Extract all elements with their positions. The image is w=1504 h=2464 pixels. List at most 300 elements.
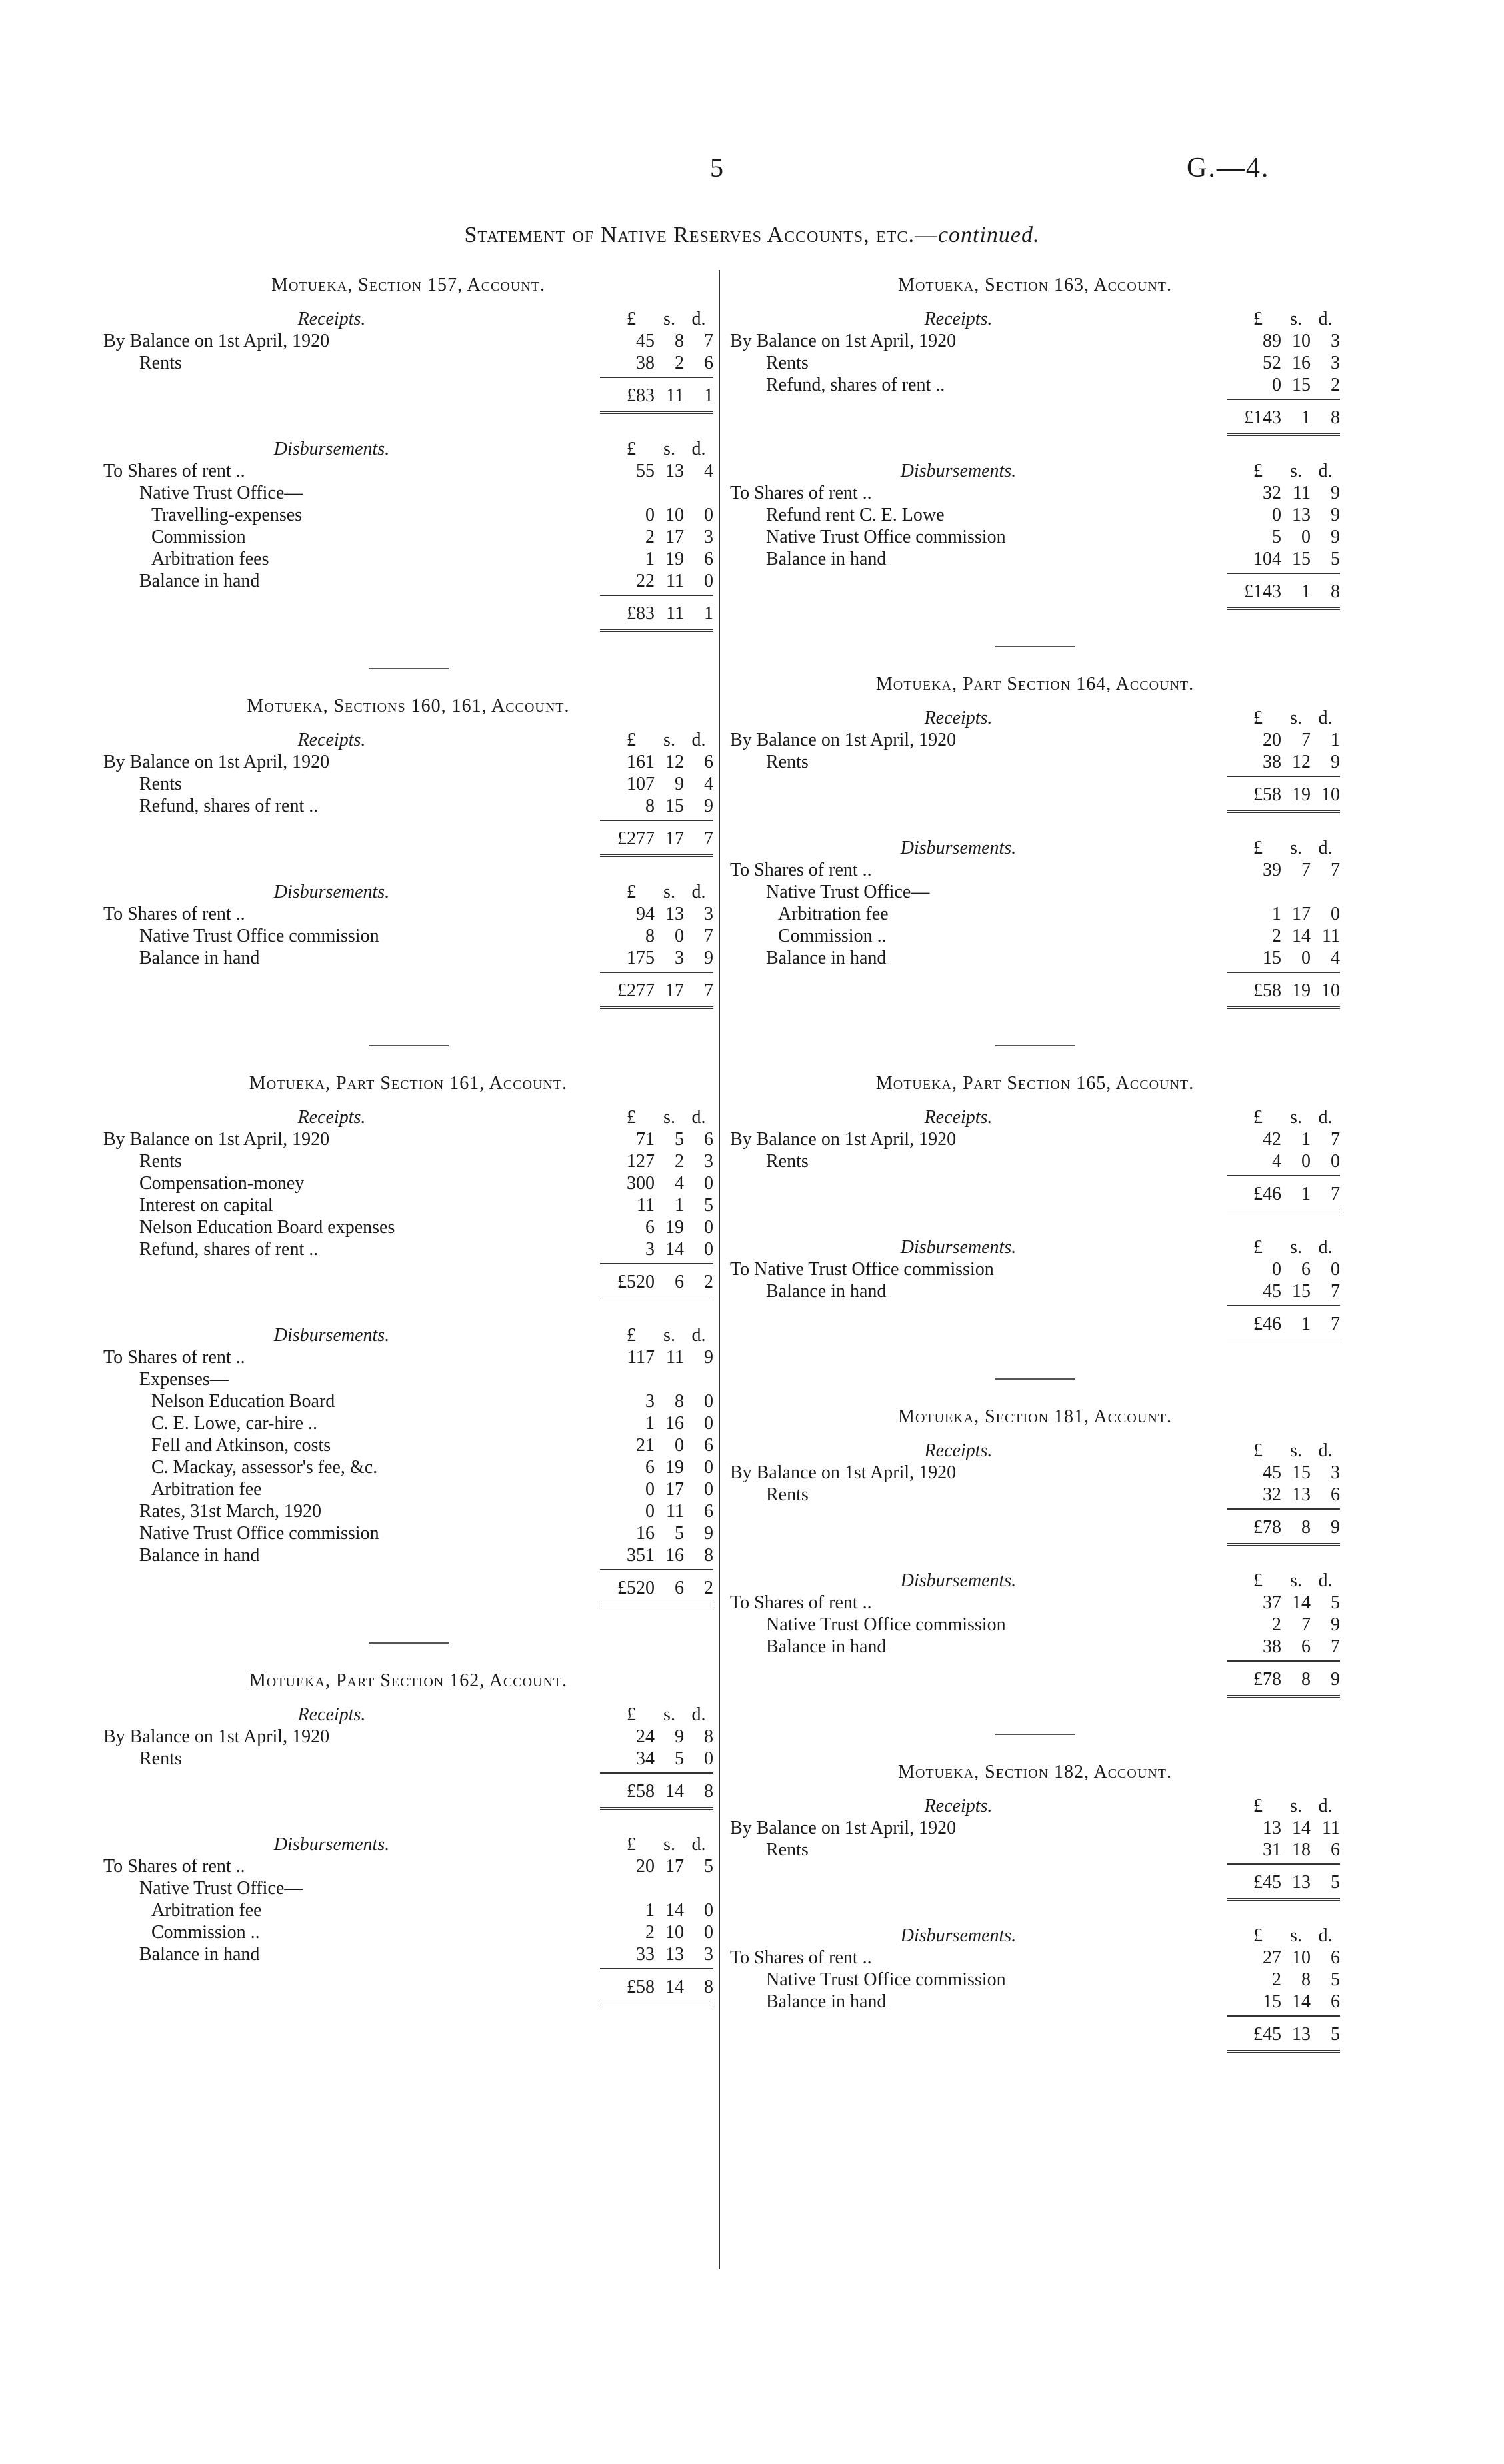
disbursements-total-pounds: £143 xyxy=(1244,581,1281,602)
receipt-pounds: 300 xyxy=(627,1173,655,1194)
receipt-pence: 6 xyxy=(704,353,713,373)
receipts-total-pounds: £277 xyxy=(617,828,655,849)
disbursements-total-pounds: £58 xyxy=(627,1977,655,1997)
disbursement-pence: 11 xyxy=(1322,926,1340,946)
receipt-pounds: 71 xyxy=(636,1129,655,1150)
disbursements-total-shillings: 1 xyxy=(1301,581,1311,602)
main-title-continued: continued. xyxy=(937,223,1040,247)
receipt-pence: 0 xyxy=(704,1239,713,1260)
receipts-currency-heads xyxy=(1227,707,1340,729)
receipt-pounds: 127 xyxy=(627,1151,655,1172)
disbursements-total xyxy=(103,1577,713,1606)
receipts-subheading: Receipts. xyxy=(924,1440,993,1461)
disbursement-shillings: 6 xyxy=(1301,1636,1311,1657)
receipt-description: By Balance on 1st April, 1920 xyxy=(730,331,957,351)
pound-head: £ xyxy=(1253,838,1263,858)
receipts-header xyxy=(730,1106,1340,1128)
receipts-total-shillings: 6 xyxy=(675,1272,684,1292)
disbursement-pounds: 32 xyxy=(1263,483,1281,503)
disbursements-currency-heads xyxy=(600,881,713,903)
disbursements-subheading: Disbursements. xyxy=(900,1570,1017,1591)
disbursement-description: Balance in hand xyxy=(766,1636,887,1657)
disbursement-description: Balance in hand xyxy=(139,1545,260,1566)
receipts-total-amount xyxy=(600,1780,713,1810)
disbursements-subheading: Disbursements. xyxy=(900,461,1017,481)
receipt-amount xyxy=(1227,729,1340,751)
receipt-pounds: 0 xyxy=(1272,375,1281,395)
receipt-row xyxy=(103,352,713,374)
pence-head: d. xyxy=(1318,708,1333,728)
disbursement-shillings: 10 xyxy=(665,505,684,525)
disbursement-description: Balance in hand xyxy=(766,1281,887,1302)
receipt-amount xyxy=(600,1150,713,1172)
receipts-total-shillings: 14 xyxy=(665,1781,684,1802)
receipt-shillings: 15 xyxy=(1292,375,1311,395)
disbursement-amount xyxy=(1227,1258,1340,1280)
receipts-total-shillings: 11 xyxy=(666,385,684,406)
receipt-description: By Balance on 1st April, 1920 xyxy=(103,752,330,772)
shilling-head: s. xyxy=(663,1834,675,1855)
pound-head: £ xyxy=(1253,461,1263,481)
receipt-row xyxy=(730,729,1340,751)
pound-head: £ xyxy=(1253,1796,1263,1816)
disbursements-total-pounds: £277 xyxy=(617,980,655,1001)
disbursement-pence: 3 xyxy=(704,1944,713,1965)
receipts-rule xyxy=(600,1263,713,1264)
receipt-row xyxy=(730,352,1340,374)
disbursement-description: Native Trust Office commission xyxy=(766,1969,1006,1990)
receipt-description: By Balance on 1st April, 1920 xyxy=(103,1726,330,1747)
disbursement-pounds: 15 xyxy=(1263,948,1281,968)
section-separator xyxy=(995,1734,1075,1735)
receipt-amount xyxy=(1227,330,1340,352)
disbursement-shillings: 14 xyxy=(1292,1991,1311,2012)
disbursement-amount xyxy=(1227,1592,1340,1614)
receipts-total-amount xyxy=(1227,784,1340,813)
section-separator xyxy=(369,1642,449,1644)
disbursements-total-pence: 9 xyxy=(1331,1669,1340,1690)
disbursement-description: Travelling-expenses xyxy=(151,505,303,525)
disbursement-amount xyxy=(600,1855,713,1877)
disbursements-header xyxy=(103,1834,713,1855)
account-title: Motueka, Part Section 162, Account. xyxy=(249,1670,568,1691)
receipt-pence: 11 xyxy=(1322,1818,1340,1838)
disbursement-shillings: 3 xyxy=(675,948,684,968)
receipts-total-pounds: £520 xyxy=(617,1272,655,1292)
disbursement-amount xyxy=(600,1434,713,1456)
disbursement-amount xyxy=(600,947,713,969)
disbursement-pence: 0 xyxy=(704,571,713,591)
disbursement-pence: 6 xyxy=(1331,1991,1340,2012)
receipt-amount xyxy=(600,1128,713,1150)
pence-head: d. xyxy=(1318,309,1333,329)
receipt-description: By Balance on 1st April, 1920 xyxy=(103,1129,330,1150)
disbursement-row xyxy=(730,903,1340,925)
receipts-rule xyxy=(1227,1175,1340,1176)
pound-head: £ xyxy=(627,1325,636,1346)
disbursement-row xyxy=(730,526,1340,548)
receipt-row xyxy=(103,773,713,795)
disbursement-pence: 9 xyxy=(704,1347,713,1368)
pound-head: £ xyxy=(627,309,636,329)
receipts-total-shillings: 1 xyxy=(1301,1184,1311,1204)
disbursement-shillings: 13 xyxy=(665,1944,684,1965)
disbursement-row xyxy=(103,947,713,969)
receipts-currency-heads xyxy=(1227,1440,1340,1462)
disbursement-row xyxy=(103,1478,713,1500)
disbursement-amount xyxy=(600,460,713,482)
disbursements-rule xyxy=(1227,573,1340,574)
disbursements-header xyxy=(730,460,1340,482)
disbursement-shillings: 17 xyxy=(665,527,684,547)
receipts-total-pence: 10 xyxy=(1321,784,1340,805)
disbursement-shillings: 10 xyxy=(665,1922,684,1943)
disbursement-description: C. E. Lowe, car-hire .. xyxy=(151,1413,318,1434)
disbursement-amount xyxy=(600,1456,713,1478)
receipt-row xyxy=(103,1172,713,1194)
receipts-currency-heads xyxy=(1227,1795,1340,1817)
disbursements-total-pence: 2 xyxy=(704,1578,713,1598)
disbursement-description: To Shares of rent .. xyxy=(730,1947,872,1968)
receipt-row xyxy=(730,1484,1340,1506)
receipt-description: Rents xyxy=(766,353,809,373)
disbursement-pence: 3 xyxy=(704,527,713,547)
disbursement-row xyxy=(103,1544,713,1566)
left-column xyxy=(103,267,713,2041)
disbursement-shillings: 17 xyxy=(665,1479,684,1500)
disbursements-header xyxy=(730,1570,1340,1592)
disbursement-pence: 7 xyxy=(1331,1636,1340,1657)
receipts-rule xyxy=(1227,1508,1340,1510)
account-section xyxy=(730,674,1340,1009)
pence-head: d. xyxy=(691,1704,706,1725)
disbursements-header xyxy=(730,1236,1340,1258)
account-title: Motueka, Part Section 164, Account. xyxy=(875,674,1195,694)
section-separator xyxy=(995,1045,1075,1046)
receipt-pence: 9 xyxy=(704,796,713,816)
pound-head: £ xyxy=(627,882,636,902)
receipt-description: Nelson Education Board expenses xyxy=(139,1217,395,1238)
disbursement-description: Rates, 31st March, 1920 xyxy=(139,1501,321,1522)
receipts-total xyxy=(730,1871,1340,1901)
spacer xyxy=(730,1212,1340,1236)
receipt-pounds: 32 xyxy=(1263,1484,1281,1505)
disbursement-shillings: 14 xyxy=(665,1900,684,1921)
account-section xyxy=(730,275,1340,610)
disbursement-row xyxy=(103,1412,713,1434)
disbursement-row xyxy=(103,1855,713,1877)
shilling-head: s. xyxy=(1290,1796,1302,1816)
disbursements-currency-heads xyxy=(1227,1236,1340,1258)
disbursements-total xyxy=(730,2023,1340,2053)
disbursement-amount xyxy=(600,548,713,570)
disbursement-amount xyxy=(600,1899,713,1921)
pound-head: £ xyxy=(627,1704,636,1725)
disbursements-total-shillings: 19 xyxy=(1292,980,1311,1001)
pence-head: d. xyxy=(691,1834,706,1855)
receipts-header xyxy=(730,1795,1340,1817)
disbursement-shillings: 0 xyxy=(1301,527,1311,547)
disbursement-pence: 8 xyxy=(704,1545,713,1566)
receipt-amount xyxy=(1227,352,1340,374)
receipt-shillings: 0 xyxy=(1301,1151,1311,1172)
shilling-head: s. xyxy=(1290,309,1302,329)
disbursement-description: To Native Trust Office commission xyxy=(730,1259,994,1280)
pence-head: d. xyxy=(1318,1440,1333,1461)
column-divider xyxy=(719,270,720,2269)
receipts-total-amount xyxy=(1227,1516,1340,1546)
pence-head: d. xyxy=(1318,461,1333,481)
disbursement-amount xyxy=(1227,482,1340,504)
receipt-description: By Balance on 1st April, 1920 xyxy=(730,1129,957,1150)
disbursement-amount xyxy=(600,925,713,947)
receipt-description: Rents xyxy=(766,1840,809,1860)
disbursement-shillings: 14 xyxy=(1292,1592,1311,1613)
disbursement-description: Arbitration fees xyxy=(151,549,269,569)
disbursement-row xyxy=(730,482,1340,504)
disbursement-row xyxy=(730,947,1340,969)
receipts-total-pence: 7 xyxy=(704,828,713,849)
disbursement-shillings: 13 xyxy=(665,461,684,481)
receipt-shillings: 2 xyxy=(675,353,684,373)
receipts-total-shillings: 13 xyxy=(1292,1872,1311,1893)
disbursement-amount xyxy=(1227,1969,1340,1991)
spacer xyxy=(103,1300,713,1324)
spacer xyxy=(103,414,713,438)
disbursement-pence: 6 xyxy=(704,549,713,569)
disbursements-rule xyxy=(600,1569,713,1570)
disbursement-description: Commission .. xyxy=(778,926,887,946)
receipts-total-amount xyxy=(1227,407,1340,436)
disbursement-shillings: 19 xyxy=(665,1457,684,1478)
receipts-header xyxy=(103,1106,713,1128)
disbursement-pounds: 351 xyxy=(627,1545,655,1566)
receipt-row xyxy=(103,751,713,773)
disbursement-row xyxy=(103,570,713,592)
receipts-total-amount xyxy=(600,828,713,857)
pence-head: d. xyxy=(1318,1925,1333,1946)
disbursements-total-amount xyxy=(600,1976,713,2005)
disbursement-pence: 0 xyxy=(704,1391,713,1412)
receipt-amount xyxy=(600,773,713,795)
disbursements-total-pounds: £46 xyxy=(1253,1314,1281,1334)
receipt-row xyxy=(103,1748,713,1770)
disbursement-description: Native Trust Office commission xyxy=(139,1523,379,1544)
receipts-header xyxy=(730,308,1340,330)
disbursements-subheading: Disbursements. xyxy=(273,882,390,902)
receipts-rule xyxy=(600,377,713,378)
disbursement-row xyxy=(103,1434,713,1456)
receipt-description: Refund, shares of rent .. xyxy=(766,375,945,395)
receipt-shillings: 1 xyxy=(675,1195,684,1216)
disbursements-total-pounds: £83 xyxy=(627,603,655,624)
disbursements-total-amount xyxy=(600,980,713,1009)
disbursements-total-pence: 1 xyxy=(704,603,713,624)
disbursements-header xyxy=(103,438,713,460)
disbursement-amount xyxy=(600,1522,713,1544)
disbursement-shillings: 15 xyxy=(1292,1281,1311,1302)
receipt-pounds: 34 xyxy=(636,1748,655,1769)
disbursements-total-pounds: £520 xyxy=(617,1578,655,1598)
receipts-total xyxy=(730,407,1340,436)
disbursement-shillings: 11 xyxy=(666,1347,684,1368)
receipt-shillings: 15 xyxy=(1292,1462,1311,1483)
disbursement-row xyxy=(730,1614,1340,1636)
receipts-total xyxy=(730,784,1340,813)
receipts-header xyxy=(103,1704,713,1726)
receipt-description: Refund, shares of rent .. xyxy=(139,1239,319,1260)
receipts-total-amount xyxy=(1227,1183,1340,1212)
receipt-description: Rents xyxy=(139,774,182,794)
receipt-pounds: 89 xyxy=(1263,331,1281,351)
disbursement-pounds: 21 xyxy=(636,1435,655,1456)
disbursement-pence: 5 xyxy=(704,1856,713,1877)
pound-head: £ xyxy=(1253,309,1263,329)
receipts-total-amount xyxy=(600,385,713,414)
disbursements-total-amount xyxy=(1227,1313,1340,1342)
disbursements-total-shillings: 11 xyxy=(666,603,684,624)
disbursement-pounds: 39 xyxy=(1263,860,1281,880)
receipts-header xyxy=(730,1440,1340,1462)
receipts-total-pence: 2 xyxy=(704,1272,713,1292)
receipt-amount xyxy=(600,1216,713,1238)
pence-head: d. xyxy=(1318,1796,1333,1816)
disbursement-pounds: 22 xyxy=(636,571,655,591)
receipt-pounds: 107 xyxy=(627,774,655,794)
disbursement-description: Native Trust Office— xyxy=(139,483,303,503)
receipt-shillings: 1 xyxy=(1301,1129,1311,1150)
receipt-row xyxy=(103,1238,713,1260)
receipt-shillings: 10 xyxy=(1292,331,1311,351)
disbursement-shillings: 10 xyxy=(1292,1947,1311,1968)
disbursement-shillings: 16 xyxy=(665,1545,684,1566)
disbursements-rule xyxy=(600,595,713,596)
disbursements-currency-heads xyxy=(1227,1570,1340,1592)
receipts-total-pounds: £83 xyxy=(627,385,655,406)
account-title: Motueka, Part Section 165, Account. xyxy=(875,1073,1195,1094)
disbursements-total xyxy=(103,980,713,1009)
receipts-total-pounds: £46 xyxy=(1253,1184,1281,1204)
pound-head: £ xyxy=(1253,1925,1263,1946)
disbursement-description: Fell and Atkinson, costs xyxy=(151,1435,331,1456)
receipts-total xyxy=(103,385,713,414)
disbursement-description: To Shares of rent .. xyxy=(103,461,245,481)
disbursement-description: Commission xyxy=(151,527,246,547)
shilling-head: s. xyxy=(663,1107,675,1128)
disbursements-total-pence: 8 xyxy=(1331,581,1340,602)
disbursement-shillings: 16 xyxy=(665,1413,684,1434)
disbursement-row xyxy=(103,460,713,482)
disbursement-description: Native Trust Office— xyxy=(139,1878,303,1899)
pound-head: £ xyxy=(1253,1440,1263,1461)
disbursement-row xyxy=(730,1969,1340,1991)
disbursement-shillings: 7 xyxy=(1301,860,1311,880)
receipt-amount xyxy=(1227,1150,1340,1172)
disbursement-amount xyxy=(1227,1280,1340,1302)
disbursements-total-shillings: 14 xyxy=(665,1977,684,1997)
disbursement-description: To Shares of rent .. xyxy=(730,860,872,880)
disbursements-header xyxy=(730,1925,1340,1947)
receipt-pounds: 8 xyxy=(645,796,655,816)
receipts-total xyxy=(730,1516,1340,1546)
disbursement-shillings: 8 xyxy=(675,1391,684,1412)
pence-head: d. xyxy=(691,1107,706,1128)
disbursements-total xyxy=(103,1976,713,2005)
disbursement-row xyxy=(103,1390,713,1412)
disbursement-pounds: 1 xyxy=(1272,904,1281,924)
receipt-shillings: 2 xyxy=(675,1151,684,1172)
disbursement-amount xyxy=(600,1346,713,1368)
disbursements-rule xyxy=(600,1968,713,1969)
receipts-subheading: Receipts. xyxy=(297,309,366,329)
disbursement-shillings: 14 xyxy=(1292,926,1311,946)
receipts-total-pounds: £78 xyxy=(1253,1517,1281,1538)
disbursements-total-shillings: 1 xyxy=(1301,1314,1311,1334)
disbursement-row xyxy=(103,925,713,947)
disbursement-shillings: 0 xyxy=(675,1435,684,1456)
receipts-header xyxy=(103,729,713,751)
disbursement-amount xyxy=(1227,859,1340,881)
disbursement-pounds: 0 xyxy=(645,505,655,525)
disbursement-pence: 7 xyxy=(704,926,713,946)
pence-head: d. xyxy=(691,1325,706,1346)
receipt-pence: 9 xyxy=(1331,752,1340,772)
receipt-pounds: 45 xyxy=(636,331,655,351)
pence-head: d. xyxy=(691,309,706,329)
disbursement-pounds: 1 xyxy=(645,1900,655,1921)
disbursements-total-shillings: 17 xyxy=(665,980,684,1001)
pence-head: d. xyxy=(691,730,706,750)
disbursement-pounds: 2 xyxy=(1272,926,1281,946)
disbursement-pounds: 16 xyxy=(636,1523,655,1544)
disbursement-pounds: 27 xyxy=(1263,1947,1281,1968)
receipt-amount xyxy=(600,352,713,374)
receipts-total-shillings: 19 xyxy=(1292,784,1311,805)
disbursement-pence: 7 xyxy=(1331,860,1340,880)
receipt-pounds: 38 xyxy=(636,353,655,373)
page-code: G.—4. xyxy=(1187,153,1270,183)
receipts-rule xyxy=(600,820,713,821)
disbursement-pounds: 2 xyxy=(1272,1969,1281,1990)
receipts-total-pence: 1 xyxy=(704,385,713,406)
disbursements-currency-heads xyxy=(600,1834,713,1855)
receipt-pounds: 11 xyxy=(637,1195,655,1216)
receipt-shillings: 8 xyxy=(675,331,684,351)
disbursement-description: Arbitration fee xyxy=(151,1479,262,1500)
disbursement-row xyxy=(103,526,713,548)
section-separator xyxy=(995,1378,1075,1380)
disbursement-row xyxy=(103,548,713,570)
disbursements-total-pence: 7 xyxy=(704,980,713,1001)
account-section xyxy=(103,696,713,1009)
disbursement-row xyxy=(103,482,713,504)
disbursement-pence: 9 xyxy=(1331,527,1340,547)
receipt-pounds: 20 xyxy=(1263,730,1281,750)
disbursement-row xyxy=(730,1280,1340,1302)
disbursement-amount xyxy=(1227,1947,1340,1969)
receipt-row xyxy=(730,1462,1340,1484)
page-number: 5 xyxy=(710,153,723,183)
receipt-shillings: 9 xyxy=(675,1726,684,1747)
disbursements-total-shillings: 8 xyxy=(1301,1669,1311,1690)
receipt-pence: 0 xyxy=(704,1748,713,1769)
disbursement-pence: 0 xyxy=(704,1900,713,1921)
disbursement-pence: 0 xyxy=(704,1457,713,1478)
receipt-amount xyxy=(1227,1839,1340,1861)
disbursement-pence: 9 xyxy=(1331,505,1340,525)
account-section xyxy=(103,275,713,632)
disbursement-shillings: 11 xyxy=(666,571,684,591)
